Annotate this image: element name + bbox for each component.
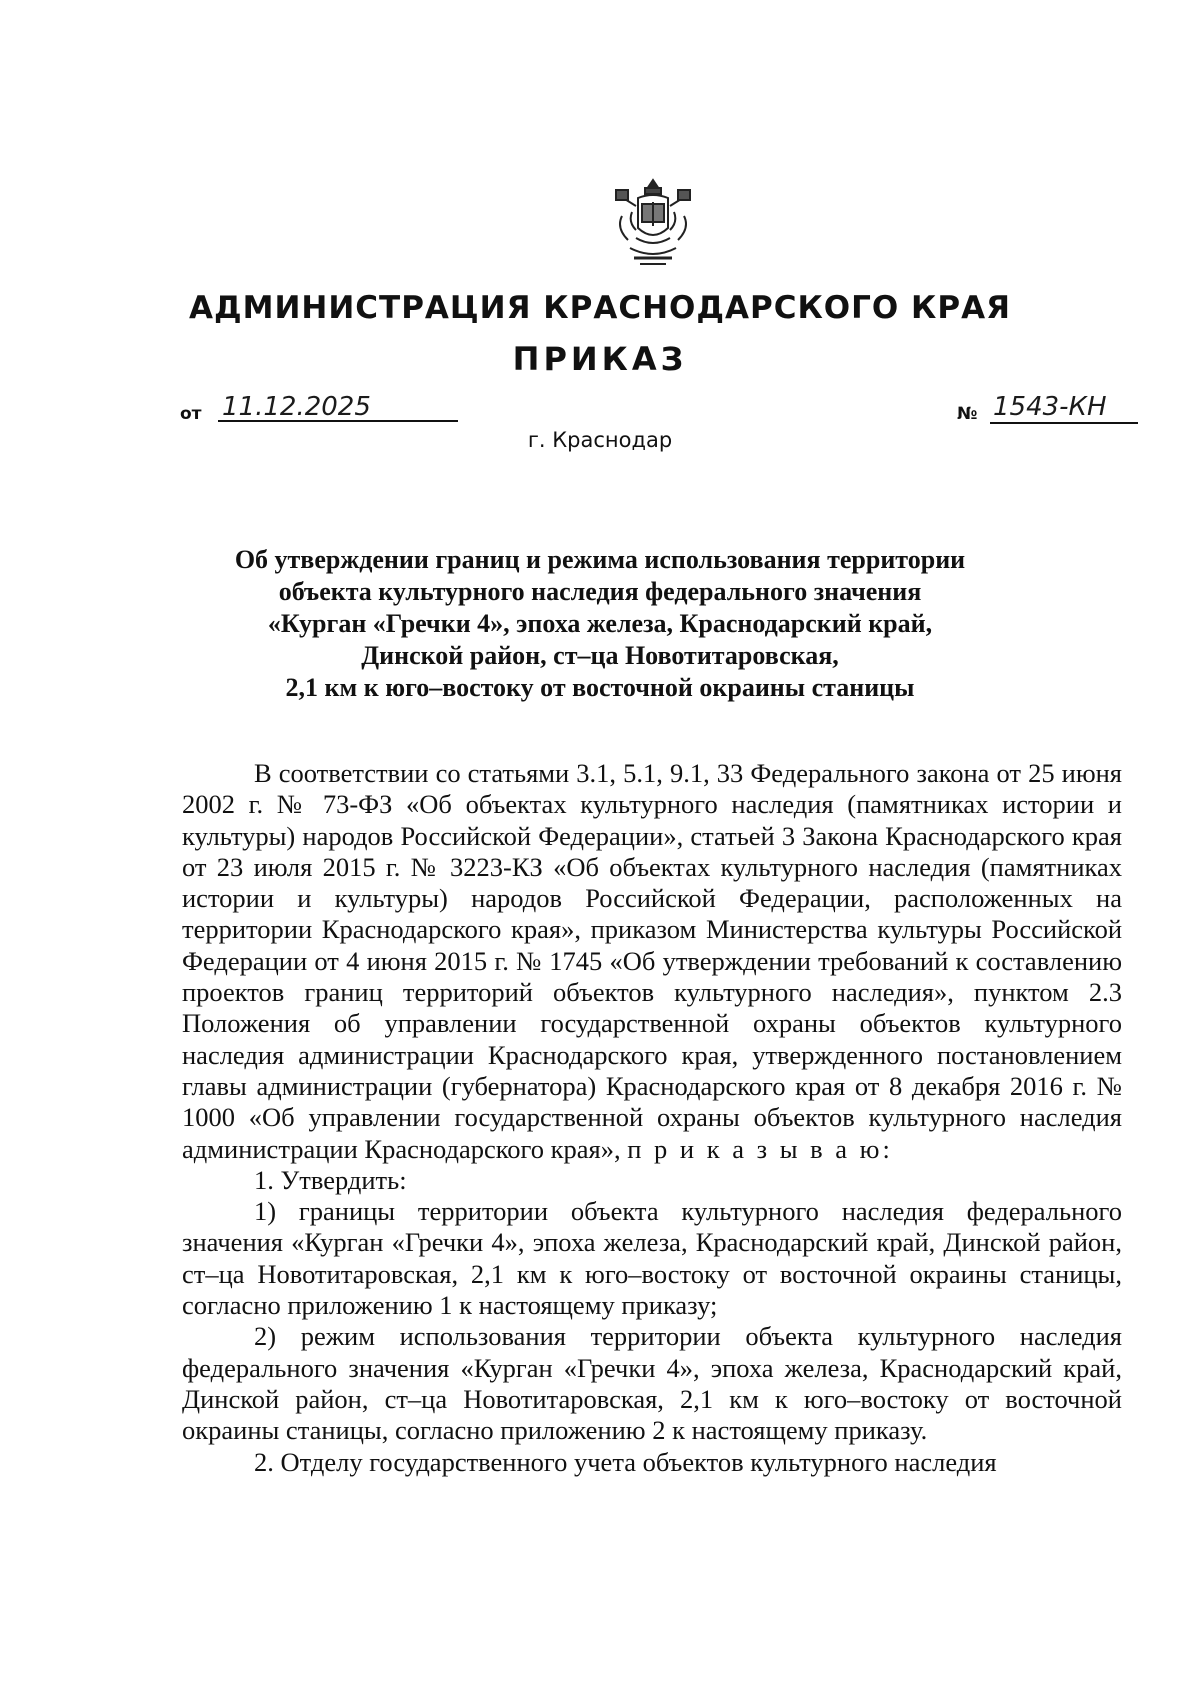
subject-line: «Курган «Гречки 4», эпоха железа, Краснодарский край,	[267, 609, 933, 638]
subject-line: объекта культурного наследия федерального значения	[278, 577, 922, 606]
order-body	[182, 758, 1122, 1478]
subject-line: Динской район, ст–ца Новотитаровская,	[361, 641, 839, 670]
subject-line: Об утверждении границ и режима использования территории	[234, 545, 966, 574]
item-1: 1. Утвердить:	[254, 1164, 407, 1195]
item-1-subitem-1: 1) границы территории объекта культурного наследия федерального значения «Курган «Гречки 4», эпоха железа, Краснодарский край, Динской район, ст–ца Новотитаровская, 2,1 км к юго–востоку от восточной окраины станицы, согласно приложению 1 к настоящему приказу;	[182, 1196, 1122, 1321]
number-prefix: №	[957, 404, 978, 424]
handwritten-date: 11.12.2025	[222, 392, 371, 422]
number-underline	[990, 422, 1138, 424]
item-1-subitem-2: 2) режим использования территории объекта культурного наследия федерального значения «Курган «Гречки 4», эпоха железа, Краснодарский край, Динской район, ст–ца Новотитаровская, 2,1 км к юго–востоку от восточной окраины станицы, согласно приложению 2 к настоящему приказу.	[182, 1321, 1122, 1446]
subject-line: 2,1 км к юго–востоку от восточной окраины станицы	[285, 673, 915, 702]
handwritten-number: 1543-КН	[993, 392, 1107, 422]
document-type-title: ПРИКАЗ	[512, 340, 688, 378]
preamble-paragraph	[182, 758, 1122, 1165]
date-prefix: от	[180, 404, 202, 424]
item-2: 2. Отделу государственного учета объектов культурного наследия	[254, 1446, 997, 1477]
preamble-text: В соответствии со статьями 3.1, 5.1, 9.1, 33 Федерального закона от 25 июня 2002 г. № 73-ФЗ «Об объектах культурного наследия (памятниках истории и культуры) народов Российской Федерации», статьей 3 Закона Краснодарского края от 23 июля 2015 г. № 3223-КЗ «Об объектах культурного наследия (памятниках истории и культуры) народов Российской Федерации, расположенных на территории Краснодарского края», приказом Министерства культуры Российской Федерации от 4 июня 2015 г. № 1745 «Об утверждении требований к составлению проектов границ территорий объектов культурного наследия», пунктом 2.3 Положения об управлении государственной охраны объектов культурного наследия администрации Краснодарского края, утвержденного постановлением главы администрации (губернатора) Краснодарского края от 8 декабря 2016 г. № 1000 «Об управлении государственной охраны объектов культурного наследия администрации Краснодарского края»,	[182, 758, 1122, 1164]
order-subject	[150, 544, 1050, 704]
order-word: п р и к а з ы в а ю:	[627, 1133, 893, 1164]
coat-of-arms-emblem	[612, 176, 694, 270]
organization-title: АДМИНИСТРАЦИЯ КРАСНОДАРСКОГО КРАЯ	[189, 290, 1011, 326]
city-line: г. Краснодар	[527, 428, 673, 452]
